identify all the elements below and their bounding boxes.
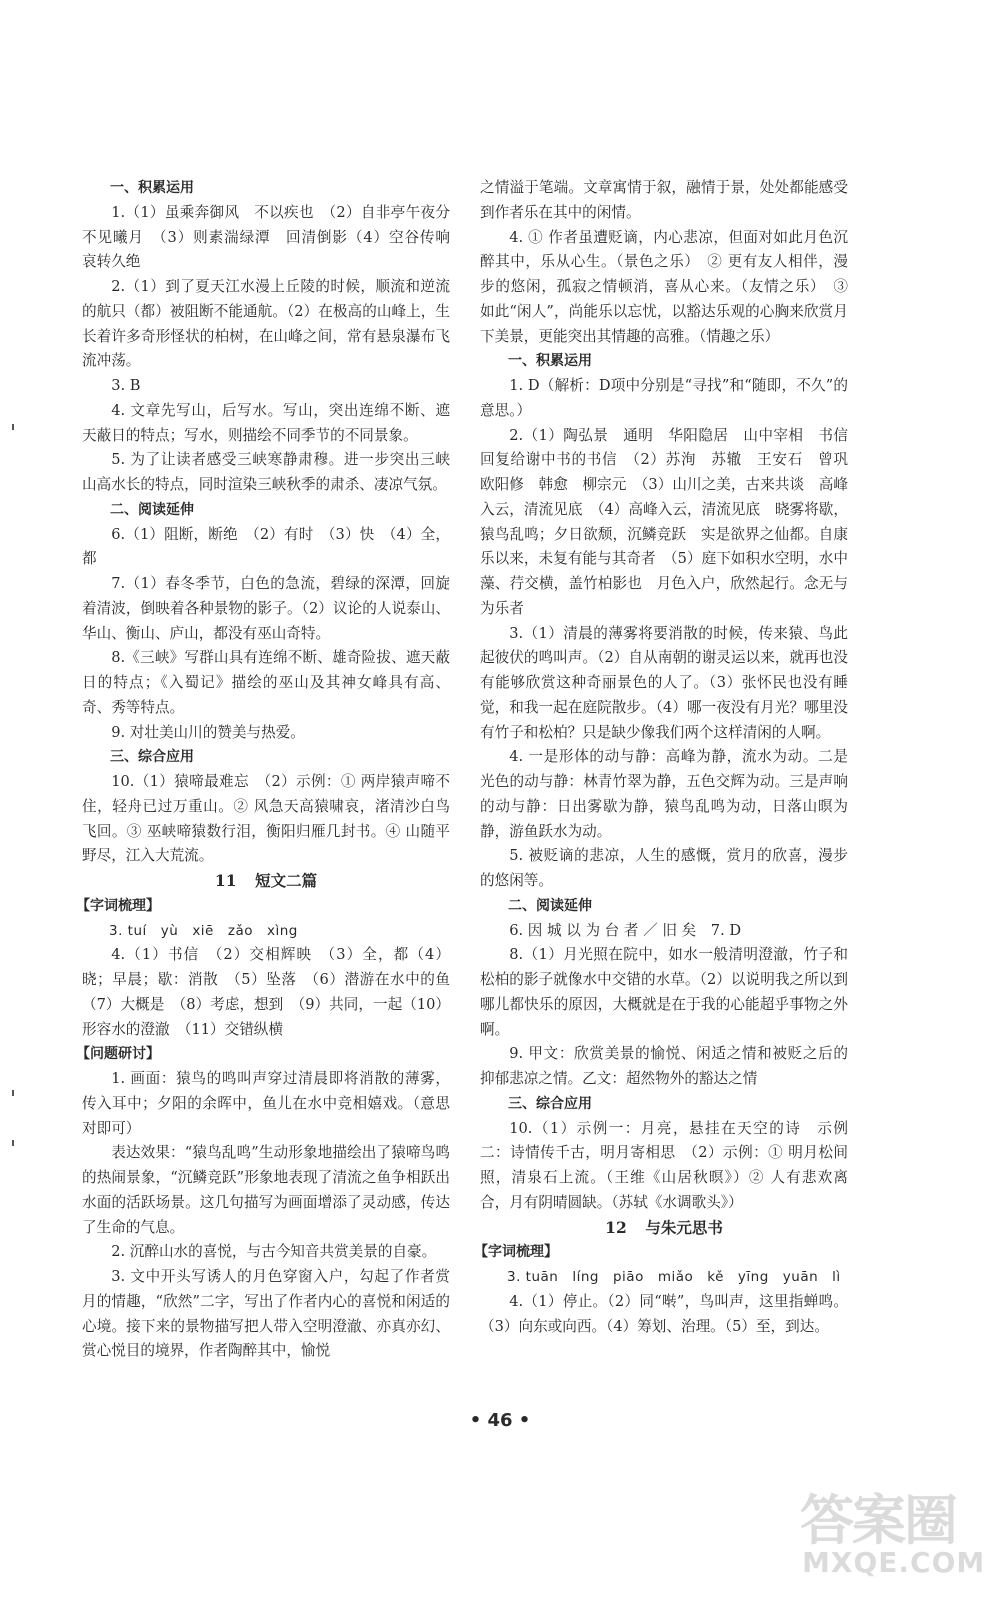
question-1: 1. 画面：猿鸟的鸣叫声穿过清晨即将消散的薄雾，传入耳中；夕阳的余晖中，鱼儿在水中竞相嬉戏。（意思对即可） xyxy=(82,1070,450,1137)
answer-1: 1.（1）虽乘奔御风 不以疾也 （2）自非亭午夜分 不见曦月 （3）则素湍绿潭 回清倒影（4）空谷传响 哀转久绝 xyxy=(82,203,465,271)
answer-5: 5. 为了让读者感受三峡寒静肃穆。进一步突出三峡山高水长的特点，同时渲染三峡秋季的肃杀、凄凉气氛。 xyxy=(82,451,450,493)
answer-9: 9. 对壮美山川的赞美与热爱。 xyxy=(111,723,305,741)
chapter-name: 短文二篇 xyxy=(255,871,318,890)
answer-4: 4. 文章先写山，后写水。写山，突出连绵不断、遮天蔽日的特点；写水，则描绘不同季节的不同景象。 xyxy=(82,401,450,444)
section-heading: 二、阅读延伸 xyxy=(508,897,592,914)
answer-3: 3.（1）清晨的薄雾将要消散的时候，传来猿、鸟此起彼伏的鸣叫声。（2）自从南朝的谢灵运以来，就再也没有能够欣赏这种奇丽景色的人了。（3）张怀民也没有睡觉，和我一起在庭院散步。（4）哪一夜没有月光？哪里没有竹子和松柏？只是缺少像我们两个这样清闲的人啊。 xyxy=(480,624,848,741)
section-heading: 三、综合应用 xyxy=(110,749,194,766)
question-3-continued: 之情溢于笔端。文章寓情于叙，融情于景，处处都能感受到作者乐在其中的闲情。 xyxy=(480,179,848,221)
box-heading: 【字词梳理】 xyxy=(474,1244,558,1261)
chapter-number: 12 xyxy=(605,1217,627,1237)
answer-8: 8.（1）月光照在院中，如水一般清明澄澈，竹子和松柏的影子就像水中交错的水草。（2）以说明我之所以到哪儿都快乐的原因，大概就是在于我的心能超乎事物之外啊。 xyxy=(480,946,848,1038)
word-answer: 4.（1）书信 （2）交相辉映 （3）全，都（4）晓；早晨；歇：消散 （5）坠落 （6）潜游在水中的鱼 （7）大概是 （8）考虑，想到 （9）共同，一起（10）形容水的澄澈 （11）交错纵横 xyxy=(82,946,465,1038)
right-column xyxy=(474,176,863,1339)
answer-10: 10.（1）示例一：月亮，悬挂在天空的诗 示例二：诗情传千古，明月寄相思 （2）示例：① 明月松间照，清泉石上流。（王维《山居秋暝》）② 人有悲欢离合，月有阴晴圆缺。（苏轼《水调歌头》） xyxy=(480,1119,848,1211)
pinyin-answer: 3. tuí yù xiē zǎo xìng xyxy=(109,922,298,939)
answer-1: 1. D（解析：D项中分别是“寻找”和“随即，不久”的意思。） xyxy=(480,377,848,419)
answer-3: 3. B xyxy=(111,377,141,394)
answer-5: 5. 被贬谪的悲凉，人生的感慨，赏月的欣喜，漫步的悠闲等。 xyxy=(480,847,848,889)
margin-mark xyxy=(12,1140,14,1146)
section-heading: 三、综合应用 xyxy=(508,1095,592,1112)
question-3: 3. 文中开头写诱人的月色穿窗入户，勾起了作者赏月的情趣，“欣然”二字，写出了作者内心的喜悦和闲适的心境。接下来的景物描写把人带入空明澄澈、亦真亦幻、赏心悦目的境界，作者陶醉其中，愉悦 xyxy=(82,1268,450,1360)
answer-6-7: 6. 因 城 以 为 台 者 ／ 旧 矣 7. D xyxy=(509,921,742,939)
word-answer: 4.（1）停止。（2）同“啭”，鸟叫声，这里指蝉鸣。（3）向东或向西。（4）筹划、治理。（5）至，到达。 xyxy=(480,1292,848,1335)
left-column xyxy=(76,176,465,1364)
answer-10: 10.（1）猿啼最难忘 （2）示例：① 两岸猿声啼不住，轻舟已过万重山。② 风急天高猿啸哀，渚清沙白鸟飞回。③ 巫峡啼猿数行泪，衡阳归雁几封书。④ 山随平野尽，江入大荒流。 xyxy=(82,773,450,865)
chapter-title xyxy=(480,1216,848,1241)
section-heading: 二、阅读延伸 xyxy=(110,501,194,518)
box-heading: 【问题研讨】 xyxy=(76,1046,160,1063)
answer-2: 2.（1）陶弘景 通明 华阳隐居 山中宰相 书信 回复给谢中书的书信 （2）苏洵 苏辙 王安石 曾巩 欧阳修 韩愈 柳宗元 （3）山川之美，古来共谈 高峰入云，清流见底 （4）高峰入云，清流见底 晓雾将歇，猿鸟乱鸣；夕日欲颓，沉鳞竞跃 实是欲界之仙都。自康乐以来，未复有能与其奇者 （5）庭下如积水空明，水中藻、荇交横，盖竹柏影也 月色入户，欣然起行。念无与为乐者 xyxy=(480,426,863,617)
margin-mark xyxy=(12,1090,14,1096)
answer-7: 7.（1）春冬季节，白色的急流，碧绿的深潭，回旋着清波，倒映着各种景物的影子。（2）议论的人说泰山、华山、衡山、庐山，都没有巫山奇特。 xyxy=(82,575,450,642)
box-heading: 【字词梳理】 xyxy=(76,897,160,914)
chapter-number: 11 xyxy=(214,871,237,890)
answer-6: 6.（1）阻断，断绝 （2）有时 （3）快 （4）全，都 xyxy=(82,525,450,568)
answer-4: 4. 一是形体的动与静：高峰为静，流水为动。二是光色的动与静：林青竹翠为静，五色交辉为动。三是声响的动与静：日出雾歇为静，猿鸟乱鸣为动，日落山暝为静，游鱼跃水为动。 xyxy=(480,748,848,840)
margin-mark xyxy=(12,424,14,430)
watermark-text: 答案圈 xyxy=(800,1489,956,1552)
page-number: • 46 • xyxy=(469,1410,531,1431)
chapter-name: 与朱元思书 xyxy=(645,1217,723,1237)
watermark-logo xyxy=(800,1478,986,1588)
answer-9: 9. 甲文：欣赏美景的愉悦、闲适之情和被贬之后的抑郁悲凉之情。乙文：超然物外的豁达之情 xyxy=(480,1045,848,1087)
section-heading: 一、积累运用 xyxy=(508,353,592,370)
answer-8: 8.《三峡》写群山具有连绵不断、雄奇险拔、遮天蔽日的特点；《入蜀记》描绘的巫山及其神女峰具有高、奇、秀等特点。 xyxy=(82,649,450,716)
answer-2: 2.（1）到了夏天江水漫上丘陵的时候，顺流和逆流的航只（都）被阻断不能通航。（2）在极高的山峰上，生长着许多奇形怪状的柏树，在山峰之间，常有悬泉瀑布飞流冲荡。 xyxy=(82,278,450,370)
question-2: 2. 沉醉山水的喜悦，与古今知音共赏美景的自豪。 xyxy=(111,1243,437,1261)
chapter-title xyxy=(82,869,450,894)
question-1-effect: 表达效果：“猿鸟乱鸣”生动形象地描绘出了猿啼鸟鸣的热闹景象，“沉鳞竞跃”形象地表现了清流之鱼争相跃出水面的活跃场景。这几句描写为画面增添了灵动感，传达了生命的气息。 xyxy=(82,1144,450,1236)
watermark-url: MXQE.COM xyxy=(802,1546,986,1579)
section-heading: 一、积累运用 xyxy=(110,180,194,196)
question-4: 4. ① 作者虽遭贬谪，内心悲凉，但面对如此月色沉醉其中，乐从心生。（景色之乐） ② 更有友人相伴，漫步的悠闲，孤寂之情顿消，喜从心来。（友情之乐） ③ 如此“闲人”，尚能乐以忘忧，以豁达乐观的心胸来欣赏月下美景，更能突出其情趣的高雅。（情趣之乐） xyxy=(480,228,848,345)
pinyin-answer: 3. tuān líng piāo miǎo kě yīng yuān lì xyxy=(507,1269,841,1285)
